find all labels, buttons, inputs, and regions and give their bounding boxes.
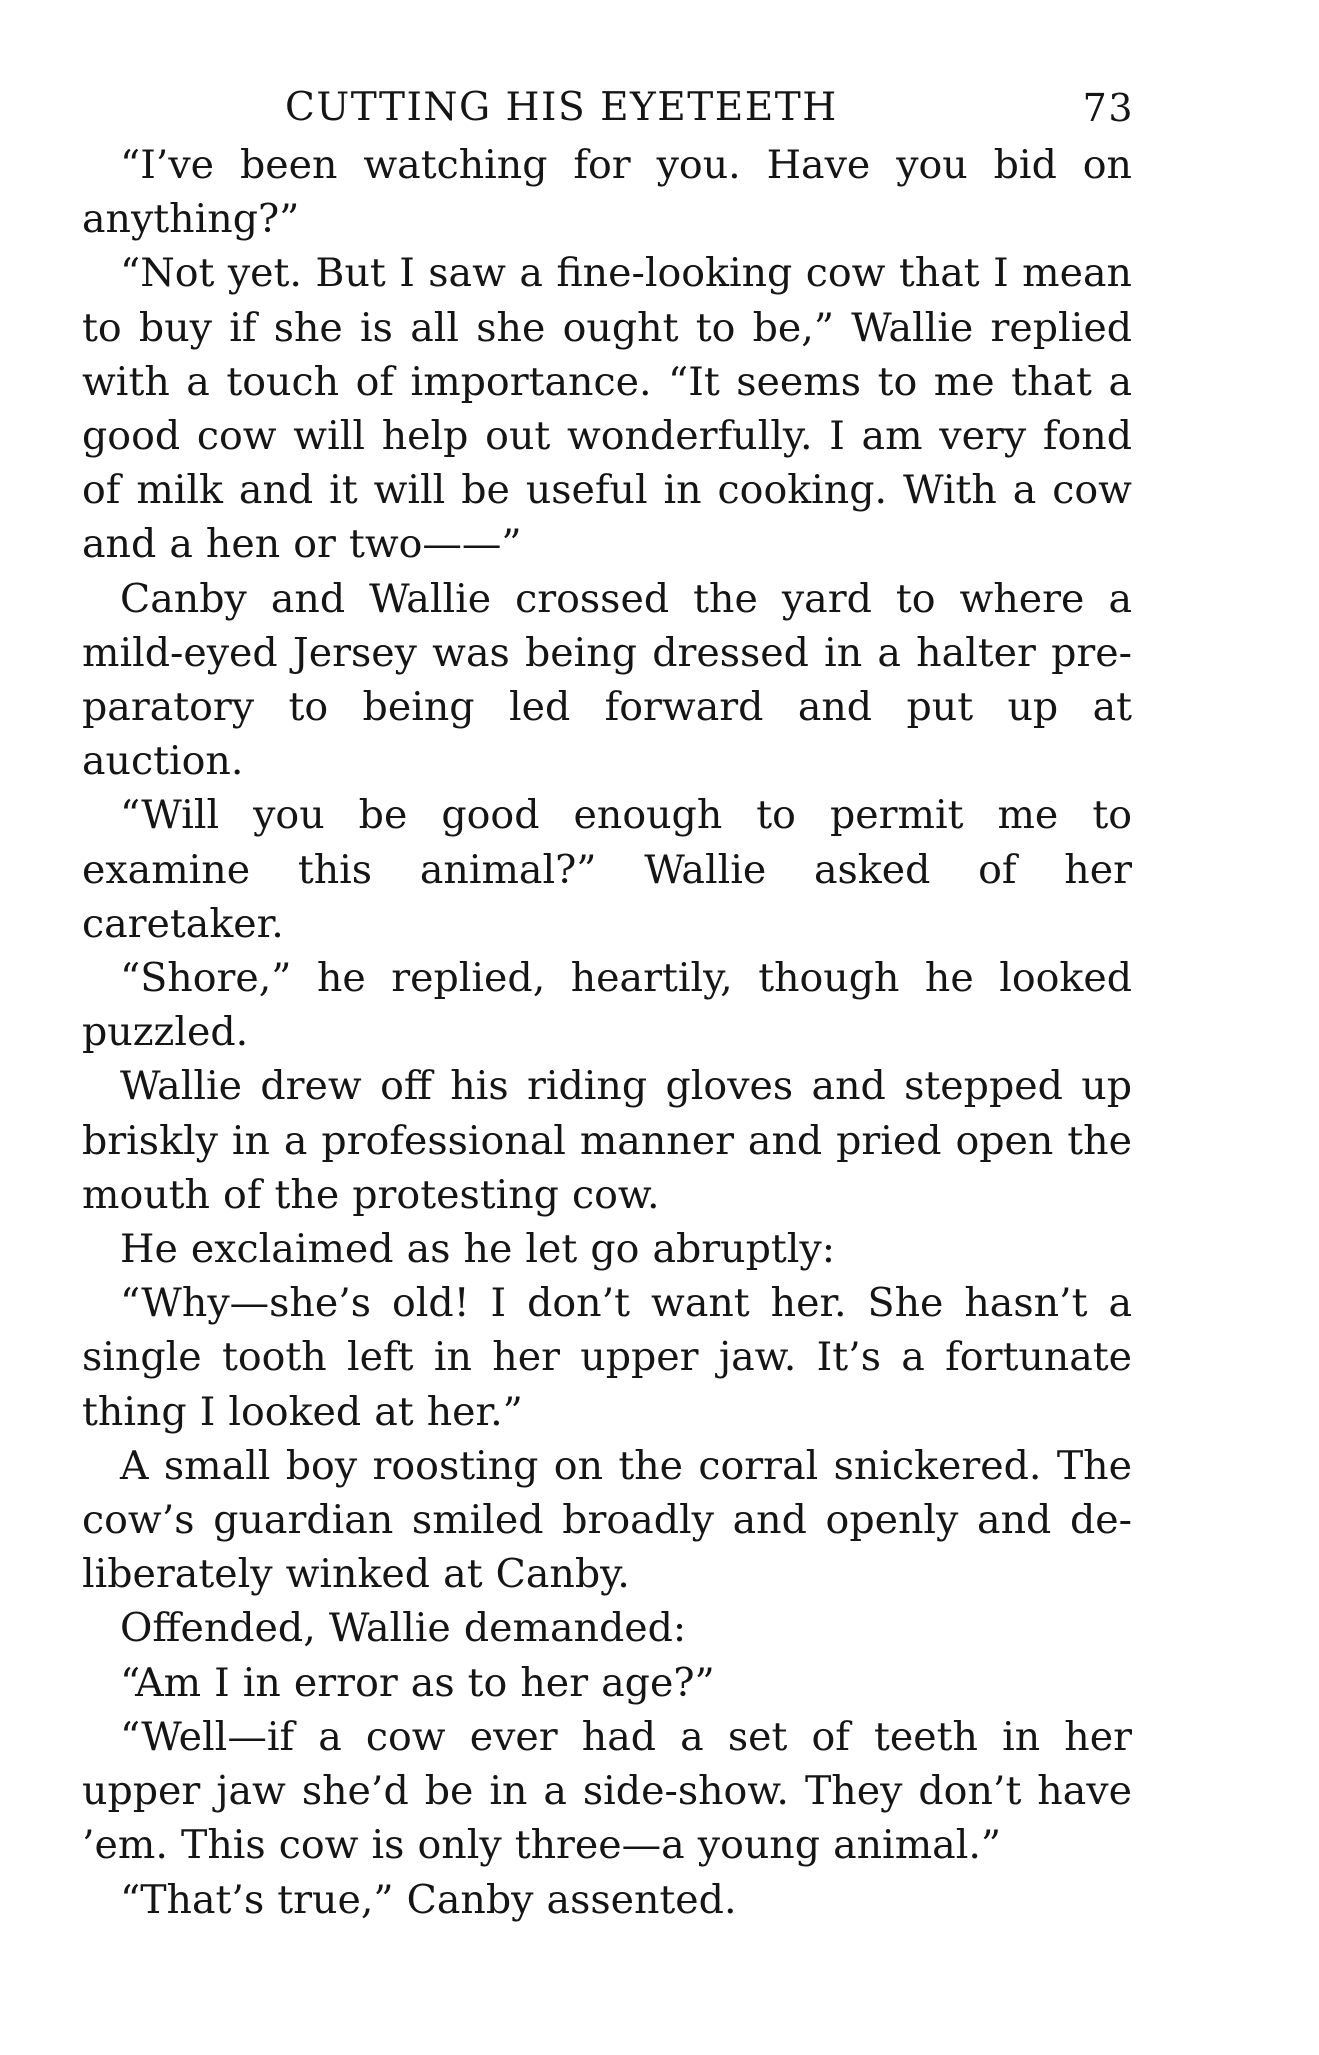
page-number: 73 bbox=[1082, 86, 1134, 130]
paragraph: “Shore,” he replied, heartily, though he looked puzzled. bbox=[82, 955, 1132, 1056]
paragraph: “Well—if a cow ever had a set of teeth in her upper jaw she’d be in a side-show. They don’t have ’em. This cow is only three—a young animal.” bbox=[82, 1713, 1132, 1869]
paragraph: Offended, Wallie demanded: bbox=[120, 1605, 687, 1652]
paragraph: “Not yet. But I saw a fine-looking cow that I mean to buy if she is all she ought to be,” Wallie replied with a touch of importance. “It seems to me that a good cow will help out wonderfully. I am very fond of milk and it will be useful in cooking. With a cow and a hen or two——” bbox=[82, 250, 1132, 568]
paragraph: “Am I in error as to her age?” bbox=[120, 1659, 715, 1706]
paragraph: “That’s true,” Canby assented. bbox=[120, 1876, 737, 1923]
paragraph: “Why—she’s old! I don’t want her. She hasn’t a single tooth left in her upper jaw. It’s a fortunate thing I looked at her.” bbox=[82, 1280, 1132, 1435]
paragraph: A small boy roosting on the corral snickered. The cow’s guardian smiled broadly and openly and deliberately winked at Canby. bbox=[82, 1442, 1132, 1598]
paragraph: “I’ve been watching for you. Have you bid on anything?” bbox=[82, 142, 1132, 243]
running-title: CUTTING HIS EYETEETH bbox=[285, 85, 838, 130]
paragraph: “Will you be good enough to permit me to examine this animal?” Wallie asked of her caretaker. bbox=[82, 792, 1132, 947]
body-text bbox=[82, 138, 1132, 1927]
paragraph: Wallie drew off his riding gloves and stepped up briskly in a professional manner and pried open the mouth of the protesting cow. bbox=[82, 1063, 1132, 1218]
paragraph: Canby and Wallie crossed the yard to where a mild-eyed Jersey was being dressed in a halter preparatory to being led forward and put up at auction. bbox=[82, 575, 1132, 785]
running-head bbox=[82, 78, 1132, 138]
book-page bbox=[82, 78, 1132, 1927]
paragraph: He exclaimed as he let go abruptly: bbox=[120, 1226, 836, 1273]
